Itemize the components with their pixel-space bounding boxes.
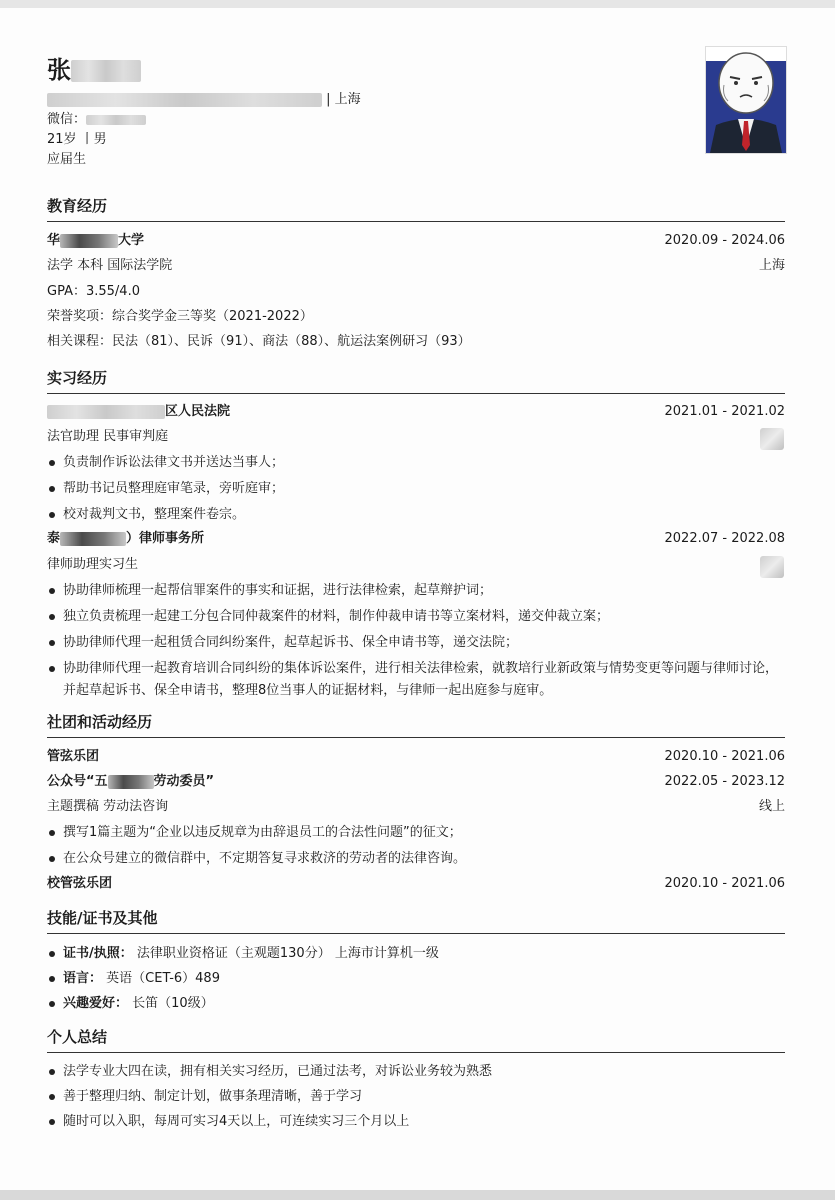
account-dates: 2022.05 - 2023.12 — [664, 774, 785, 789]
court-bullet: 帮助书记员整理庭审笔录，旁听庭审； — [47, 478, 785, 500]
court-name: 区人民法院 — [47, 402, 230, 422]
redacted-account — [108, 775, 154, 789]
summary-item: 随时可以入职，每周可实习4天以上，可连续实习三个月以上 — [47, 1111, 785, 1133]
bottom-edge — [0, 1190, 835, 1200]
education-city: 上海 — [758, 258, 785, 273]
firm-bullet: 协助律师代理一起教育培训合同纠纷的集体诉讼案件，进行相关法律检索，就教培行业新政策与情势变更等问题与律师讨论，并起草起诉书、保全申请书，整理8位当事人的证据材料，与律师一起出庭参与庭审。 — [47, 658, 785, 702]
firm-name: 泰 ）律师事务所 — [47, 531, 205, 546]
section-skills: 技能/证书及其他 — [47, 907, 785, 934]
firm-row — [47, 529, 785, 549]
education-gpa: GPA：3.55/4.0 — [47, 284, 140, 299]
wechat-line: 微信： — [47, 112, 146, 128]
contact-line — [47, 92, 361, 108]
account-place: 线上 — [758, 799, 785, 814]
account-name: 公众号“五 劳动委员” — [47, 774, 215, 789]
education-courses: 相关课程：民法（81）、民诉（91）、商法（88）、航运法案例研习（93） — [47, 334, 471, 349]
skill-item: 兴趣爱好： 长笛（10级） — [47, 993, 785, 1015]
redacted-contact — [47, 93, 322, 107]
firm-role: 律师助理实习生 — [47, 557, 139, 572]
education-dates: 2020.09 - 2024.06 — [664, 233, 785, 248]
court-row — [47, 402, 785, 422]
band2-name: 校管弦乐团 — [47, 876, 113, 891]
graduate-status: 应届生 — [47, 152, 87, 167]
band1-name: 管弦乐团 — [47, 749, 100, 764]
band2-row — [47, 874, 785, 894]
court-role: 法官助理 民事审判庭 — [47, 429, 169, 444]
redacted-court — [47, 405, 165, 419]
section-internship: 实习经历 — [47, 367, 785, 394]
redacted-wechat — [86, 115, 146, 125]
band1-row — [47, 747, 785, 767]
firm-bullet: 协助律师梳理一起帮信罪案件的事实和证据，进行法律检索，起草辩护词； — [47, 580, 785, 602]
candidate-name: 张 — [47, 50, 141, 85]
redaction-smudge — [760, 428, 784, 450]
account-role-row — [47, 797, 785, 817]
section-activities: 社团和活动经历 — [47, 711, 785, 738]
firm-bullet: 协助律师代理一起租赁合同纠纷案件，起草起诉书、保全申请书等，递交法院； — [47, 632, 785, 654]
school-name: 华 大学 — [47, 233, 145, 248]
summary-item: 善于整理归纳、制定计划，做事条理清晰，善于学习 — [47, 1086, 785, 1108]
section-education: 教育经历 — [47, 195, 785, 222]
education-honors: 荣誉奖项：综合奖学金三等奖（2021-2022） — [47, 309, 313, 324]
summary-item: 法学专业大四在读，拥有相关实习经历，已通过法考，对诉讼业务较为熟悉 — [47, 1061, 785, 1083]
education-major-row — [47, 256, 785, 276]
section-summary: 个人总结 — [47, 1026, 785, 1053]
account-role: 主题撰稿 劳动法咨询 — [47, 799, 169, 814]
age-gender: 21岁 丨男 — [47, 132, 107, 147]
redacted-firm — [60, 532, 126, 546]
location: | 上海 — [326, 92, 361, 107]
court-bullet: 负责制作诉讼法律文书并送达当事人； — [47, 452, 785, 474]
firm-bullet: 独立负责梳理一起建工分包合同仲裁案件的材料，制作仲裁申请书等立案材料，递交仲裁立案； — [47, 606, 785, 628]
redacted-name — [71, 60, 141, 82]
education-school-row — [47, 231, 785, 251]
redacted-school — [60, 234, 118, 248]
account-row — [47, 772, 785, 792]
profile-photo — [705, 46, 787, 154]
court-dates: 2021.01 - 2021.02 — [664, 404, 785, 419]
skill-item: 证书/执照： 法律职业资格证（主观题130分） 上海市计算机一级 — [47, 943, 785, 965]
skill-item: 语言： 英语（CET-6）489 — [47, 968, 785, 990]
education-major: 法学 本科 国际法学院 — [47, 258, 173, 273]
account-bullet: 撰写1篇主题为“企业以违反规章为由辞退员工的合法性问题”的征文； — [47, 822, 785, 844]
band1-dates: 2020.10 - 2021.06 — [664, 749, 785, 764]
redaction-smudge — [760, 556, 784, 578]
account-bullet: 在公众号建立的微信群中，不定期答复寻求救济的劳动者的法律咨询。 — [47, 848, 785, 870]
court-bullet: 校对裁判文书，整理案件卷宗。 — [47, 504, 785, 526]
firm-dates: 2022.07 - 2022.08 — [664, 531, 785, 546]
band2-dates: 2020.10 - 2021.06 — [664, 876, 785, 891]
